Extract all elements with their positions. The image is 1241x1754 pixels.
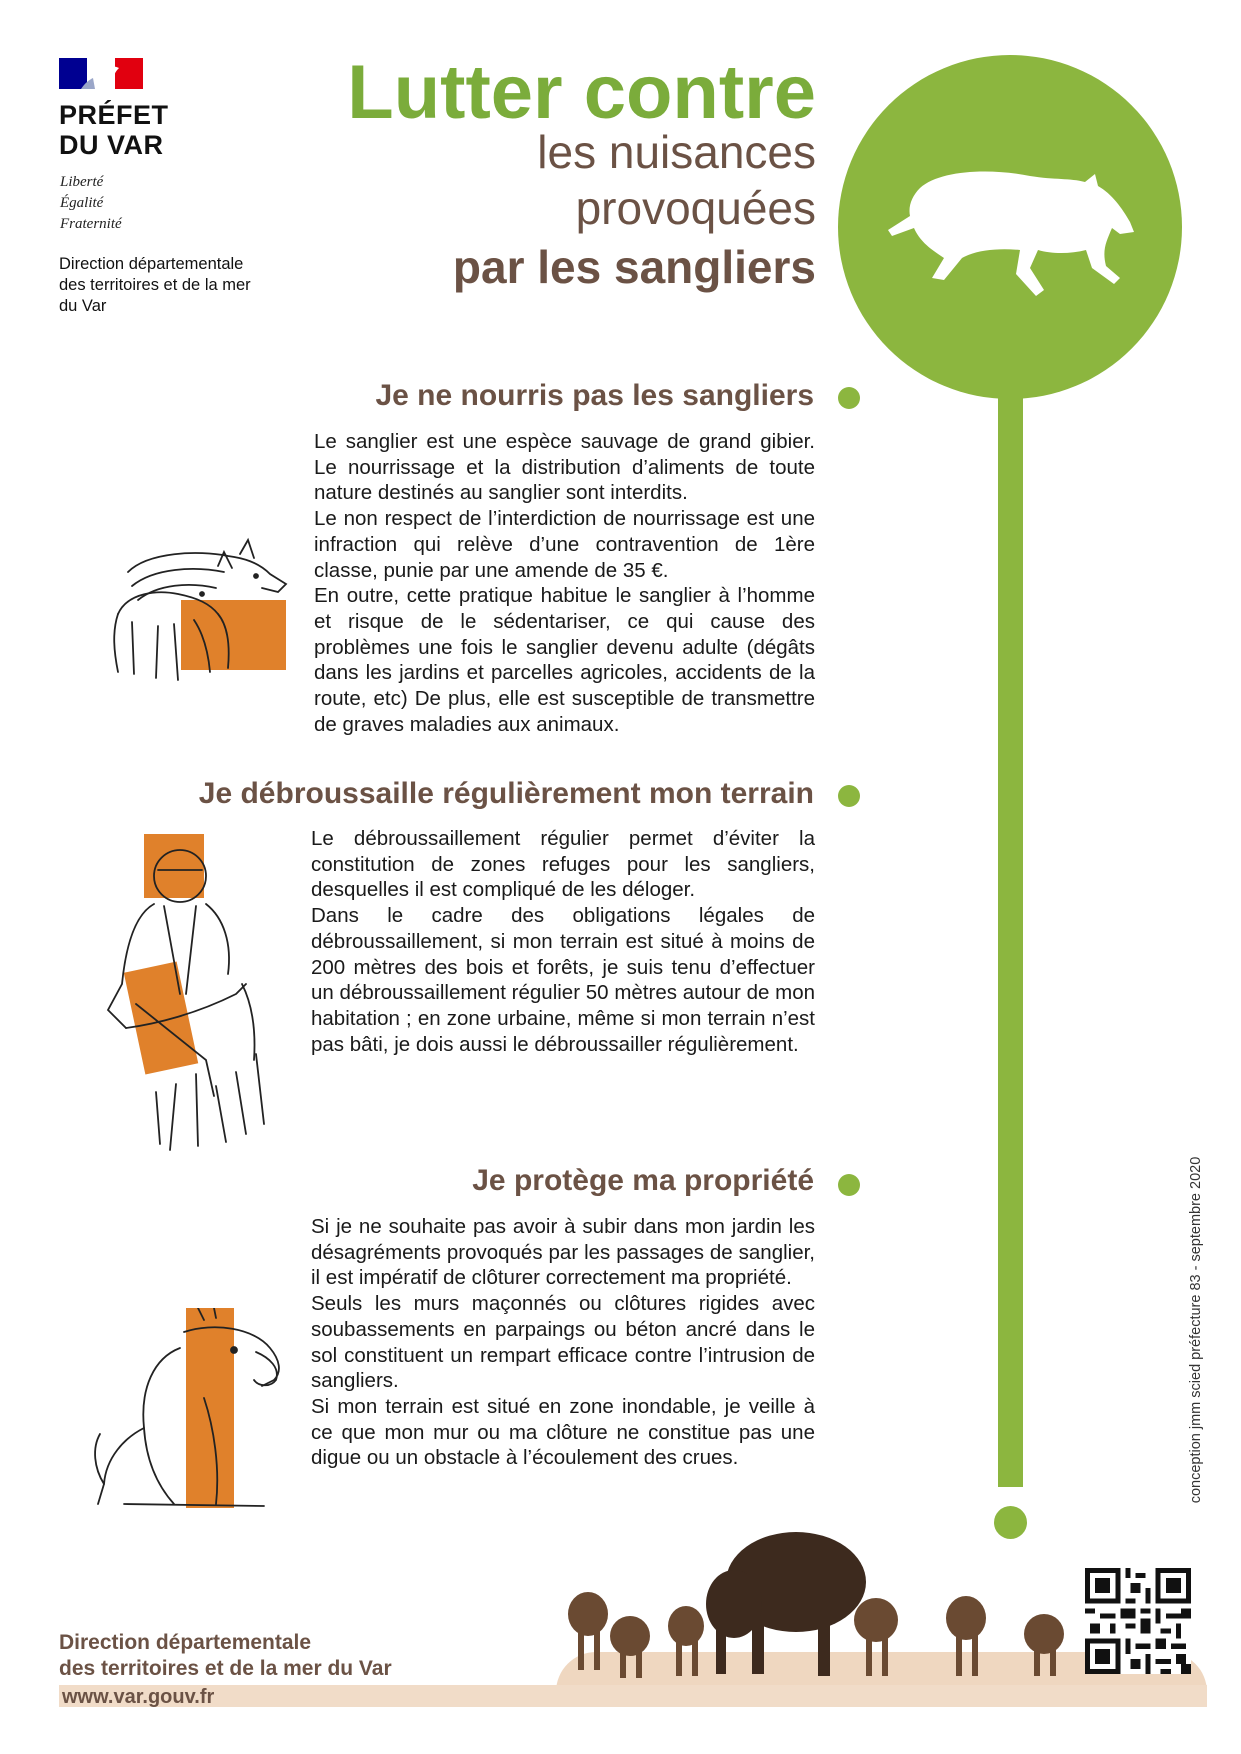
ddtm-header-text: Direction départementale des territoires et de la mer du Var (59, 255, 251, 315)
ddtm-footer-text: Direction départementale des territoires et de la mer du Var (59, 1631, 392, 1680)
wild-boar-family-illustration (556, 1496, 1076, 1686)
qr-code-icon[interactable] (1085, 1568, 1191, 1674)
section-3-title: Je protège ma propriété (472, 1164, 814, 1197)
section-1-text: Le sanglier est une espèce sauvage de grand gibier. Le nourrissage et la distribution d’aliments de toute nature destinés au sanglier sont interdits. Le non respect de l’interdiction de nourrissage est une infraction qui relève d’une contravention de 1ère classe, punie par une amende de 35 €. En outre, cette pratique habitue le sanglier à l’homme et risque de le sédentariser, ce qui cause des problèmes une fois le sanglier devenu adulte (dégâts dans les jardins et parcelles agricoles, accidents de la route, etc) De plus, elle est susceptible de transmettre de graves maladies aux animaux. (314, 430, 815, 736)
footer-band (59, 1685, 1207, 1707)
section-2-title: Je débroussaille régulièrement mon terrain (198, 777, 814, 810)
title-line-4: par les sangliers (452, 241, 816, 293)
piglets-illustration (98, 522, 294, 694)
section-2-text: Le débroussaillement régulier permet d’éviter la constitution de zones refuges pour les sangliers, desquelles il est compliqué de les déloger. Dans le cadre des obligations légales de débroussaillement, si mon terrain est situé à moins de 200 mètres des bois et forêts, je suis tenu d’effectuer un débroussaillement régulier 50 mètres autour de mon habitation ; en zone urbaine, même si mon terrain n’est pas bâti, je dois aussi le débroussailler régulièrement. (311, 827, 815, 1056)
prefet-title: PRÉFET DU VAR (59, 100, 169, 160)
green-sign-stem (998, 390, 1023, 1487)
design-credit: conception jmm scied préfecture 83 - septembre 2020 (1188, 1156, 1204, 1504)
website-link[interactable]: www.var.gouv.fr (62, 1686, 215, 1708)
boar-fence-illustration (84, 1308, 294, 1516)
section-3-text: Si je ne souhaite pas avoir à subir dans mon jardin les désagréments provoqués par les passages de sanglier, il est impératif de clôturer correctement ma propriété. Seuls les murs maçonnés ou clôtures rigides avec soubassements en parpaings ou béton ancré dans le sol constituent un rempart efficace contre l’intrusion de sangliers. Si mon terrain est situé en zone inondable, je veille à ce que mon mur ou ma clôture ne constitue pas une digue ou un obstacle à l’écoulement des crues. (311, 1215, 815, 1470)
marianne-logo (59, 58, 143, 89)
section-3-bullet (838, 1174, 860, 1196)
title-line-2: les nuisances (537, 126, 816, 178)
section-1-bullet (838, 387, 860, 409)
republic-motto: Liberté Égalité Fraternité (60, 174, 122, 232)
section-2-bullet (838, 785, 860, 807)
title-line-1: Lutter contre (347, 50, 816, 135)
title-line-3: provoquées (575, 182, 816, 234)
brushcutter-illustration (96, 834, 296, 1154)
boar-silhouette-icon (880, 150, 1140, 310)
section-1-title: Je ne nourris pas les sangliers (375, 379, 814, 412)
